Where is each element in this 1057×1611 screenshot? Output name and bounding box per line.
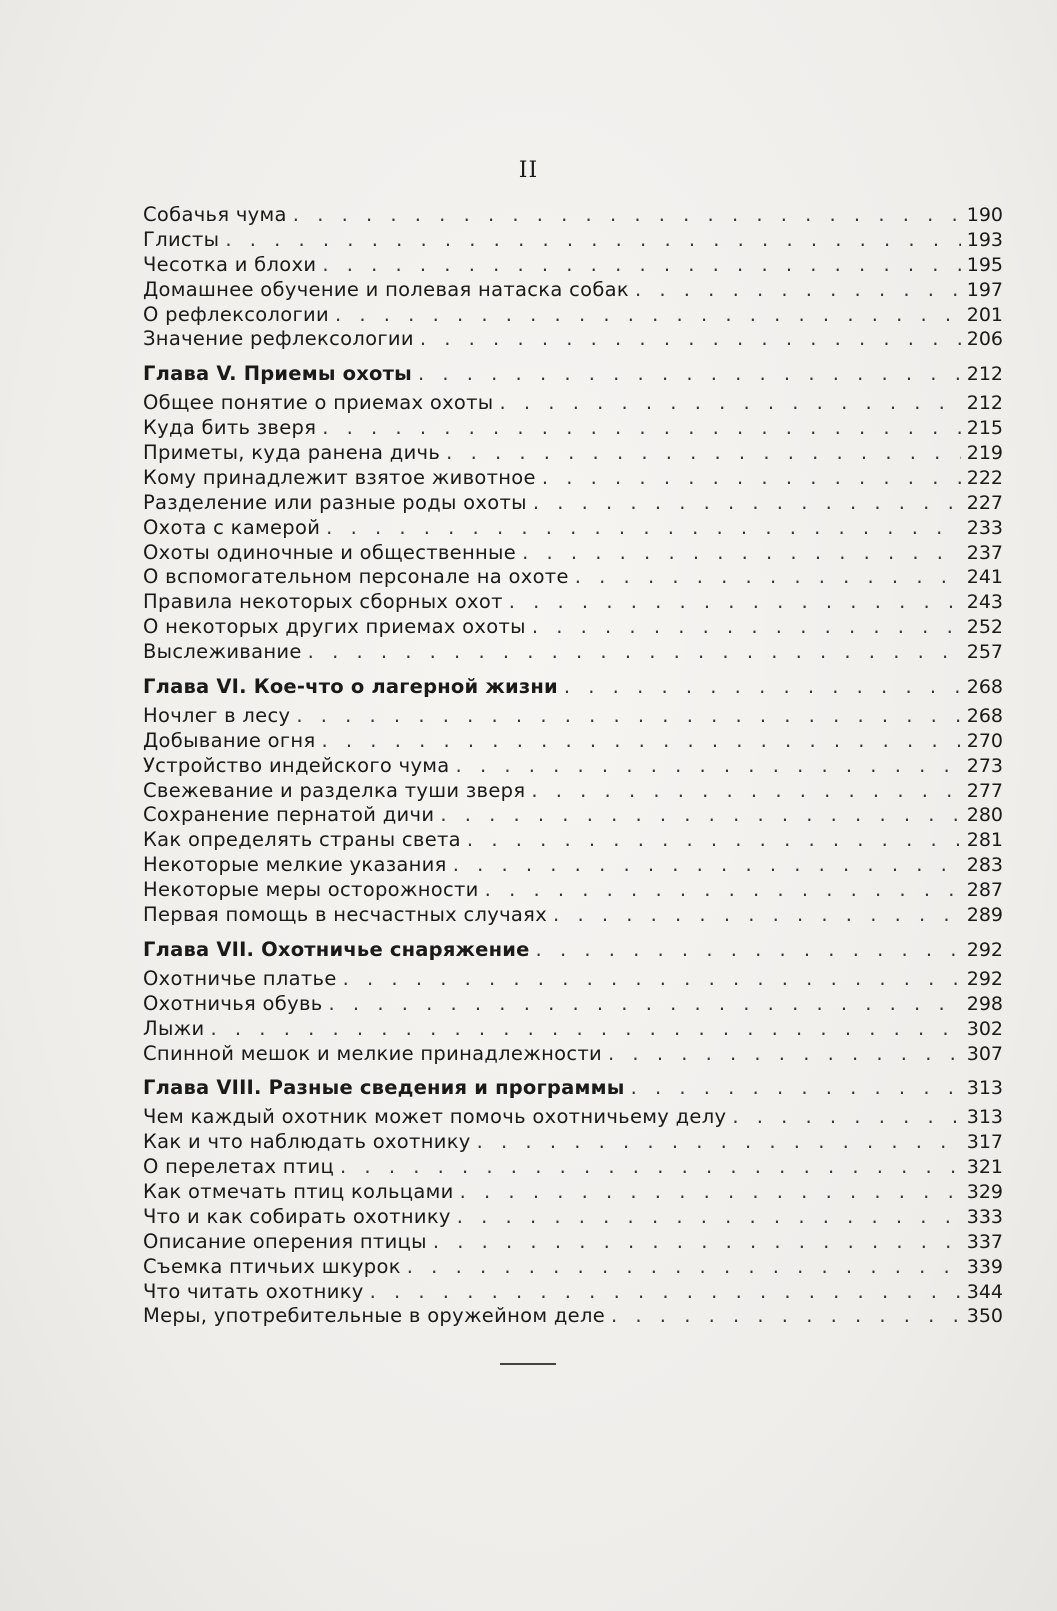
toc-entry-page: 268 xyxy=(966,704,1003,727)
dot-leader xyxy=(635,278,961,303)
toc-entry-page: 344 xyxy=(966,1280,1003,1303)
toc-entry-page: 292 xyxy=(966,938,1003,961)
toc-entry xyxy=(143,992,1003,1017)
toc-entry-title: Куда бить зверя xyxy=(143,416,317,440)
toc-entry-title: Чесотка и блохи xyxy=(143,252,317,276)
toc-entry xyxy=(143,391,1003,416)
dot-leader xyxy=(326,516,961,541)
toc-entry xyxy=(143,1255,1003,1280)
toc-entry-title: Съемка птичьих шкурок xyxy=(143,1254,401,1278)
toc-entry-title: Собачья чума xyxy=(143,203,287,226)
toc-entry-title: Некоторые мелкие указания xyxy=(143,853,447,877)
toc-entry-page: 350 xyxy=(966,1305,1003,1328)
toc-entry-title: Чем каждый охотник может помочь охотничьему делу xyxy=(143,1105,727,1129)
toc-entry xyxy=(143,303,1003,328)
dot-leader xyxy=(296,704,960,729)
toc-entry xyxy=(143,565,1003,590)
toc-entry-page: 277 xyxy=(966,779,1003,802)
toc-entry-title: Глисты xyxy=(143,227,220,251)
toc-entry xyxy=(143,1155,1003,1180)
toc-entry-title: Лыжи xyxy=(143,1016,205,1040)
toc-entry xyxy=(143,1105,1003,1130)
toc-entry-page: 241 xyxy=(966,566,1003,589)
toc-entry-page: 237 xyxy=(966,541,1003,564)
toc-entry-title: Сохранение пернатой дичи xyxy=(143,803,435,827)
toc-entry-page: 337 xyxy=(966,1230,1003,1253)
toc-entry xyxy=(143,704,1003,729)
toc-entry-title: Устройство индейского чума xyxy=(143,753,450,777)
dot-leader xyxy=(532,615,961,640)
toc-entry-page: 201 xyxy=(966,303,1003,326)
toc-entry xyxy=(143,1205,1003,1230)
toc-entry-page: 292 xyxy=(966,967,1003,990)
toc-entry-title: Охотничье платье xyxy=(143,966,337,990)
toc-entry xyxy=(143,640,1003,665)
toc-entry-page: 287 xyxy=(966,879,1003,902)
dot-leader xyxy=(407,1255,961,1280)
dot-leader xyxy=(322,416,961,441)
toc-entry xyxy=(143,1304,1003,1329)
toc-entry xyxy=(143,828,1003,853)
toc-entry-page: 215 xyxy=(966,417,1003,440)
dot-leader xyxy=(608,1042,961,1067)
toc-chapter-heading xyxy=(143,675,1003,700)
dot-leader xyxy=(440,803,960,828)
toc-entry-title: Как отмечать птиц кольцами xyxy=(143,1179,454,1203)
dot-leader xyxy=(457,1205,961,1230)
toc-entry-title: Кому принадлежит взятое животное xyxy=(143,465,536,489)
toc-entry xyxy=(143,729,1003,754)
toc-entry-page: 283 xyxy=(966,854,1003,877)
toc-entry-title: О перелетах птиц xyxy=(143,1155,335,1179)
dot-leader xyxy=(293,203,961,228)
toc-entry-page: 307 xyxy=(966,1042,1003,1065)
toc-entry xyxy=(143,803,1003,828)
dot-leader xyxy=(732,1105,960,1130)
toc-entry-page: 206 xyxy=(966,328,1003,351)
dot-leader xyxy=(485,878,961,903)
toc-chapter-heading xyxy=(143,938,1003,963)
toc-entry-page: 190 xyxy=(966,204,1003,226)
toc-entry xyxy=(143,228,1003,253)
toc-chapter-heading xyxy=(143,362,1003,387)
toc-entry-title: Добывание огня xyxy=(143,728,316,752)
toc-entry-page: 257 xyxy=(966,641,1003,664)
toc-entry-page: 298 xyxy=(966,992,1003,1015)
toc-entry-title: Как и что наблюдать охотнику xyxy=(143,1130,471,1154)
toc-entry-title: Как определять страны света xyxy=(143,828,461,852)
toc-entry-page: 233 xyxy=(966,516,1003,539)
dot-leader xyxy=(542,466,961,491)
toc-entry xyxy=(143,590,1003,615)
toc-entry-page: 270 xyxy=(966,729,1003,752)
toc-entry-title: Глава VIII. Разные сведения и программы xyxy=(143,1076,625,1100)
toc-entry-page: 252 xyxy=(966,616,1003,639)
end-rule xyxy=(500,1363,556,1365)
dot-leader xyxy=(418,362,961,387)
toc-entry-title: О рефлексологии xyxy=(143,302,329,326)
toc-entry xyxy=(143,1280,1003,1305)
dot-leader xyxy=(322,729,961,754)
dot-leader xyxy=(575,565,961,590)
toc-entry-title: Спинной мешок и мелкие принадлежности xyxy=(143,1041,603,1065)
toc-entry-page: 333 xyxy=(966,1205,1003,1228)
toc-entry xyxy=(143,516,1003,541)
toc-entry-title: Приметы, куда ранена дичь xyxy=(143,441,441,465)
dot-leader xyxy=(225,228,960,253)
toc-entry xyxy=(143,327,1003,352)
toc-entry-title: Свежевание и разделка туши зверя xyxy=(143,778,526,802)
toc-entry xyxy=(143,1017,1003,1042)
toc-entry xyxy=(143,203,1003,228)
dot-leader xyxy=(370,1280,961,1305)
dot-leader xyxy=(308,640,961,665)
dot-leader xyxy=(340,1155,961,1180)
toc-entry xyxy=(143,967,1003,992)
toc-entry xyxy=(143,441,1003,466)
toc-entry-page: 302 xyxy=(966,1017,1003,1040)
dot-leader xyxy=(446,441,961,466)
toc-entry xyxy=(143,541,1003,566)
toc-entry-title: Домашнее обучение и полевая натаска собак xyxy=(143,277,629,301)
toc-entry-title: Что и как собирать охотнику xyxy=(143,1204,451,1228)
toc-entry-page: 212 xyxy=(966,392,1003,415)
toc-entry-title: Меры, употребительные в оружейном деле xyxy=(143,1304,606,1328)
toc-chapter-heading xyxy=(143,1076,1003,1101)
toc-entry xyxy=(143,615,1003,640)
toc-entry-title: О вспомогательном персонале на охоте xyxy=(143,565,569,589)
dot-leader xyxy=(500,391,961,416)
toc-entry-page: 268 xyxy=(966,676,1003,699)
dot-leader xyxy=(553,903,961,928)
toc-entry-title: Значение рефлексологии xyxy=(143,327,414,351)
table-of-contents xyxy=(143,203,1003,1329)
toc-entry-page: 219 xyxy=(966,442,1003,465)
toc-entry xyxy=(143,1230,1003,1255)
toc-entry xyxy=(143,1180,1003,1205)
toc-entry-title: Глава VI. Кое-что о лагерной жизни xyxy=(143,675,558,699)
toc-entry xyxy=(143,754,1003,779)
toc-entry-title: Описание оперения птицы xyxy=(143,1229,427,1253)
toc-entry-title: О некоторых других приемах охоты xyxy=(143,615,526,639)
dot-leader xyxy=(467,828,961,853)
toc-entry-title: Первая помощь в несчастных случаях xyxy=(143,903,548,927)
dot-leader xyxy=(211,1017,961,1042)
dot-leader xyxy=(343,967,961,992)
toc-entry-title: Глава V. Приемы охоты xyxy=(143,362,412,386)
toc-entry xyxy=(143,416,1003,441)
toc-entry xyxy=(143,903,1003,928)
dot-leader xyxy=(322,253,960,278)
toc-entry-page: 317 xyxy=(966,1131,1003,1154)
toc-entry-title: Правила некоторых сборных охот xyxy=(143,590,503,614)
toc-entry-page: 273 xyxy=(966,754,1003,777)
toc-entry-page: 280 xyxy=(966,804,1003,827)
toc-entry xyxy=(143,491,1003,516)
toc-entry-title: Общее понятие о приемах охоты xyxy=(143,391,494,415)
toc-entry-page: 281 xyxy=(966,829,1003,852)
dot-leader xyxy=(453,853,961,878)
page-number: II xyxy=(518,158,539,183)
toc-entry-page: 243 xyxy=(966,591,1003,614)
toc-entry xyxy=(143,253,1003,278)
toc-entry-title: Что читать охотнику xyxy=(143,1279,364,1303)
toc-entry-title: Охота с камерой xyxy=(143,515,321,539)
toc-entry-page: 329 xyxy=(966,1180,1003,1203)
toc-entry-page: 193 xyxy=(966,228,1003,251)
dot-leader xyxy=(533,491,961,516)
dot-leader xyxy=(433,1230,961,1255)
dot-leader xyxy=(456,754,961,779)
toc-entry-page: 197 xyxy=(966,278,1003,301)
dot-leader xyxy=(564,675,961,700)
toc-entry-title: Разделение или разные роды охоты xyxy=(143,490,527,514)
toc-entry-title: Глава VII. Охотничье снаряжение xyxy=(143,937,530,961)
dot-leader xyxy=(460,1180,961,1205)
dot-leader xyxy=(420,327,961,352)
dot-leader xyxy=(611,1304,961,1329)
toc-entry xyxy=(143,278,1003,303)
toc-entry-page: 289 xyxy=(966,904,1003,927)
toc-entry-title: Ночлег в лесу xyxy=(143,703,291,727)
toc-entry-page: 222 xyxy=(966,466,1003,489)
toc-entry-page: 227 xyxy=(966,491,1003,514)
toc-entry-title: Некоторые меры осторожности xyxy=(143,878,479,902)
dot-leader xyxy=(522,541,961,566)
toc-entry-page: 212 xyxy=(966,363,1003,386)
toc-entry xyxy=(143,466,1003,491)
toc-entry-page: 339 xyxy=(966,1255,1003,1278)
dot-leader xyxy=(531,779,960,804)
dot-leader xyxy=(329,992,961,1017)
dot-leader xyxy=(477,1130,961,1155)
toc-entry-page: 313 xyxy=(966,1106,1003,1129)
toc-entry-title: Охотничья обувь xyxy=(143,991,323,1015)
toc-entry-title: Охоты одиночные и общественные xyxy=(143,540,517,564)
toc-entry xyxy=(143,1130,1003,1155)
toc-entry-page: 313 xyxy=(966,1077,1003,1100)
toc-entry xyxy=(143,1042,1003,1067)
dot-leader xyxy=(536,938,961,963)
toc-entry xyxy=(143,779,1003,804)
toc-entry-title: Выслеживание xyxy=(143,640,302,664)
dot-leader xyxy=(335,303,961,328)
toc-entry-page: 321 xyxy=(966,1156,1003,1179)
dot-leader xyxy=(631,1076,961,1101)
dot-leader xyxy=(509,590,961,615)
toc-entry xyxy=(143,878,1003,903)
toc-entry-page: 195 xyxy=(966,253,1003,276)
toc-entry xyxy=(143,853,1003,878)
